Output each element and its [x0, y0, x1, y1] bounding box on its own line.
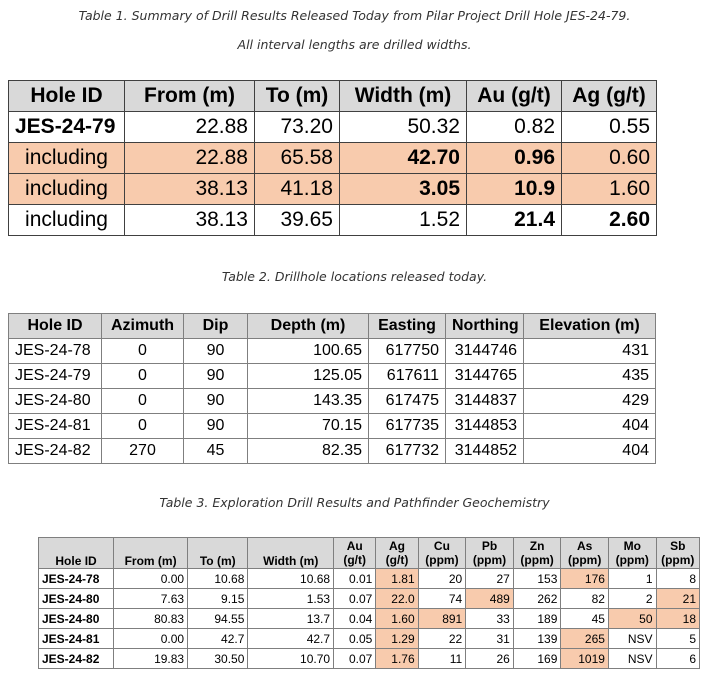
- header-au: Au (g/t): [467, 81, 562, 112]
- table3-caption: Table 3. Exploration Drill Results and Pathfinder Geochemistry: [159, 495, 550, 510]
- cell-hole-id: JES-24-80: [39, 609, 114, 629]
- cell-depth: 82.35: [248, 439, 369, 464]
- cell-mo: NSV: [608, 649, 656, 669]
- cell-width: 42.70: [340, 143, 467, 174]
- cell-width: 42.7: [248, 629, 334, 649]
- table-row: [39, 589, 700, 609]
- header-cu-unit: (ppm): [425, 553, 459, 567]
- header-ag-unit: (g/t): [385, 553, 409, 567]
- cell-sb: 21: [656, 589, 699, 609]
- cell-ag: 1.60: [562, 174, 657, 205]
- cell-to: 30.50: [188, 649, 248, 669]
- header-depth: Depth (m): [248, 314, 369, 339]
- cell-elevation: 435: [524, 364, 656, 389]
- header-au-element: Au: [346, 539, 363, 553]
- header-au-unit: (g/t): [343, 553, 367, 567]
- cell-width: 3.05: [340, 174, 467, 205]
- cell-to: 10.68: [188, 569, 248, 589]
- cell-northing: 3144837: [446, 389, 524, 414]
- header-zn-element: Zn: [529, 539, 545, 553]
- cell-from: 19.83: [114, 649, 188, 669]
- cell-to: 41.18: [255, 174, 340, 205]
- cell-pb: 33: [466, 609, 514, 629]
- cell-as: 45: [561, 609, 609, 629]
- cell-depth: 143.35: [248, 389, 369, 414]
- header-zn-unit: (ppm): [520, 553, 554, 567]
- cell-as: 1019: [561, 649, 609, 669]
- cell-to: 9.15: [188, 589, 248, 609]
- cell-pb: 489: [466, 589, 514, 609]
- header-mo: [608, 538, 656, 569]
- cell-easting: 617735: [369, 414, 446, 439]
- cell-dip: 45: [184, 439, 248, 464]
- cell-hole-id: JES-24-78: [39, 569, 114, 589]
- cell-width: 1.52: [340, 205, 467, 236]
- geochemistry-table: [38, 537, 700, 669]
- cell-easting: 617475: [369, 389, 446, 414]
- header-azimuth: Azimuth: [102, 314, 184, 339]
- cell-dip: 90: [184, 339, 248, 364]
- cell-azimuth: 0: [102, 364, 184, 389]
- cell-zn: 169: [513, 649, 561, 669]
- table-row: [39, 629, 700, 649]
- cell-au: 0.05: [334, 629, 376, 649]
- cell-hole-id: JES-24-80: [9, 389, 102, 414]
- drillhole-locations-table: [8, 313, 656, 464]
- cell-as: 82: [561, 589, 609, 609]
- cell-cu: 11: [418, 649, 466, 669]
- header-pb-element: Pb: [481, 539, 498, 553]
- cell-zn: 153: [513, 569, 561, 589]
- cell-to: 94.55: [188, 609, 248, 629]
- header-width: Width (m): [340, 81, 467, 112]
- cell-dip: 90: [184, 364, 248, 389]
- cell-from: 7.63: [114, 589, 188, 609]
- cell-hole-id: JES-24-81: [9, 414, 102, 439]
- cell-width: 50.32: [340, 112, 467, 143]
- cell-cu: 74: [418, 589, 466, 609]
- cell-easting: 617611: [369, 364, 446, 389]
- header-as: [561, 538, 609, 569]
- cell-ag: 0.60: [562, 143, 657, 174]
- cell-depth: 100.65: [248, 339, 369, 364]
- header-hole-id: Hole ID: [9, 314, 102, 339]
- cell-ag: 0.55: [562, 112, 657, 143]
- cell-from: 0.00: [114, 569, 188, 589]
- table-row: [9, 112, 657, 143]
- cell-sb: 18: [656, 609, 699, 629]
- header-from: From (m): [114, 538, 188, 569]
- cell-easting: 617750: [369, 339, 446, 364]
- table-row: [9, 174, 657, 205]
- cell-elevation: 404: [524, 414, 656, 439]
- cell-cu: 22: [418, 629, 466, 649]
- cell-width: 10.68: [248, 569, 334, 589]
- cell-dip: 90: [184, 389, 248, 414]
- cell-from: 38.13: [125, 205, 255, 236]
- cell-width: 10.70: [248, 649, 334, 669]
- cell-depth: 125.05: [248, 364, 369, 389]
- cell-cu: 20: [418, 569, 466, 589]
- table-row: [9, 414, 656, 439]
- cell-au: 0.04: [334, 609, 376, 629]
- cell-depth: 70.15: [248, 414, 369, 439]
- cell-zn: 139: [513, 629, 561, 649]
- header-to: To (m): [255, 81, 340, 112]
- cell-sb: 6: [656, 649, 699, 669]
- cell-northing: 3144765: [446, 364, 524, 389]
- header-zn: [513, 538, 561, 569]
- cell-hole-id: including: [9, 143, 125, 174]
- drill-results-summary-table: [8, 80, 657, 236]
- cell-pb: 31: [466, 629, 514, 649]
- header-from: From (m): [125, 81, 255, 112]
- header-sb-element: Sb: [670, 539, 686, 553]
- header-sb: [656, 538, 699, 569]
- table-row: [9, 439, 656, 464]
- cell-azimuth: 270: [102, 439, 184, 464]
- cell-ag: 1.29: [376, 629, 418, 649]
- cell-au: 0.82: [467, 112, 562, 143]
- cell-au: 0.01: [334, 569, 376, 589]
- table-header-row: [39, 538, 700, 569]
- cell-cu: 891: [418, 609, 466, 629]
- cell-dip: 90: [184, 414, 248, 439]
- header-cu: [418, 538, 466, 569]
- header-ag-element: Ag: [388, 539, 405, 553]
- cell-hole-id: including: [9, 174, 125, 205]
- table-row: [9, 364, 656, 389]
- table-row: [39, 569, 700, 589]
- cell-from: 0.00: [114, 629, 188, 649]
- table-row: [9, 143, 657, 174]
- table-row: [39, 609, 700, 629]
- cell-to: 73.20: [255, 112, 340, 143]
- cell-hole-id: including: [9, 205, 125, 236]
- cell-azimuth: 0: [102, 339, 184, 364]
- cell-northing: 3144746: [446, 339, 524, 364]
- cell-mo: NSV: [608, 629, 656, 649]
- cell-ag: 1.60: [376, 609, 418, 629]
- table-row: [9, 389, 656, 414]
- cell-elevation: 404: [524, 439, 656, 464]
- cell-hole-id: JES-24-80: [39, 589, 114, 609]
- table2-caption: Table 2. Drillhole locations released today.: [221, 269, 488, 284]
- header-ag: [376, 538, 418, 569]
- cell-au: 0.07: [334, 649, 376, 669]
- cell-pb: 27: [466, 569, 514, 589]
- cell-hole-id: JES-24-79: [9, 112, 125, 143]
- header-dip: Dip: [184, 314, 248, 339]
- cell-sb: 5: [656, 629, 699, 649]
- cell-from: 38.13: [125, 174, 255, 205]
- cell-ag: 22.0: [376, 589, 418, 609]
- cell-as: 265: [561, 629, 609, 649]
- header-elevation: Elevation (m): [524, 314, 656, 339]
- cell-ag: 1.76: [376, 649, 418, 669]
- header-au: [334, 538, 376, 569]
- header-pb-unit: (ppm): [472, 553, 507, 567]
- table1-caption: Table 1. Summary of Drill Results Released Today from Pilar Project Drill Hole JES-24-79.: [78, 8, 631, 23]
- table-header-row: [9, 314, 656, 339]
- cell-ag: 2.60: [562, 205, 657, 236]
- table-row: [39, 649, 700, 669]
- header-ag: Ag (g/t): [562, 81, 657, 112]
- cell-hole-id: JES-24-79: [9, 364, 102, 389]
- cell-mo: 50: [608, 609, 656, 629]
- cell-au: 0.96: [467, 143, 562, 174]
- cell-zn: 189: [513, 609, 561, 629]
- cell-from: 80.83: [114, 609, 188, 629]
- header-mo-unit: (ppm): [615, 553, 649, 567]
- header-sb-unit: (ppm): [661, 553, 695, 567]
- cell-hole-id: JES-24-81: [39, 629, 114, 649]
- header-easting: Easting: [369, 314, 446, 339]
- cell-to: 42.7: [188, 629, 248, 649]
- cell-from: 22.88: [125, 112, 255, 143]
- cell-as: 176: [561, 569, 609, 589]
- cell-au: 10.9: [467, 174, 562, 205]
- cell-elevation: 431: [524, 339, 656, 364]
- cell-width: 13.7: [248, 609, 334, 629]
- cell-northing: 3144853: [446, 414, 524, 439]
- cell-mo: 1: [608, 569, 656, 589]
- header-as-element: As: [576, 539, 593, 553]
- header-northing: Northing: [446, 314, 524, 339]
- cell-to: 39.65: [255, 205, 340, 236]
- header-pb: [466, 538, 514, 569]
- cell-au: 21.4: [467, 205, 562, 236]
- cell-from: 22.88: [125, 143, 255, 174]
- cell-northing: 3144852: [446, 439, 524, 464]
- cell-width: 1.53: [248, 589, 334, 609]
- cell-hole-id: JES-24-82: [9, 439, 102, 464]
- table1-subcaption: All interval lengths are drilled widths.: [237, 37, 472, 52]
- cell-zn: 262: [513, 589, 561, 609]
- header-cu-element: Cu: [433, 539, 450, 553]
- header-width: Width (m): [248, 538, 334, 569]
- cell-mo: 2: [608, 589, 656, 609]
- header-as-unit: (ppm): [568, 553, 602, 567]
- cell-easting: 617732: [369, 439, 446, 464]
- header-hole-id: Hole ID: [39, 538, 114, 569]
- header-mo-element: Mo: [623, 539, 641, 553]
- table-header-row: [9, 81, 657, 112]
- cell-pb: 26: [466, 649, 514, 669]
- cell-azimuth: 0: [102, 389, 184, 414]
- table-row: [9, 339, 656, 364]
- cell-hole-id: JES-24-82: [39, 649, 114, 669]
- cell-to: 65.58: [255, 143, 340, 174]
- header-hole-id: Hole ID: [9, 81, 125, 112]
- cell-azimuth: 0: [102, 414, 184, 439]
- cell-au: 0.07: [334, 589, 376, 609]
- cell-hole-id: JES-24-78: [9, 339, 102, 364]
- table-row: [9, 205, 657, 236]
- cell-ag: 1.81: [376, 569, 418, 589]
- header-to: To (m): [188, 538, 248, 569]
- cell-sb: 8: [656, 569, 699, 589]
- cell-elevation: 429: [524, 389, 656, 414]
